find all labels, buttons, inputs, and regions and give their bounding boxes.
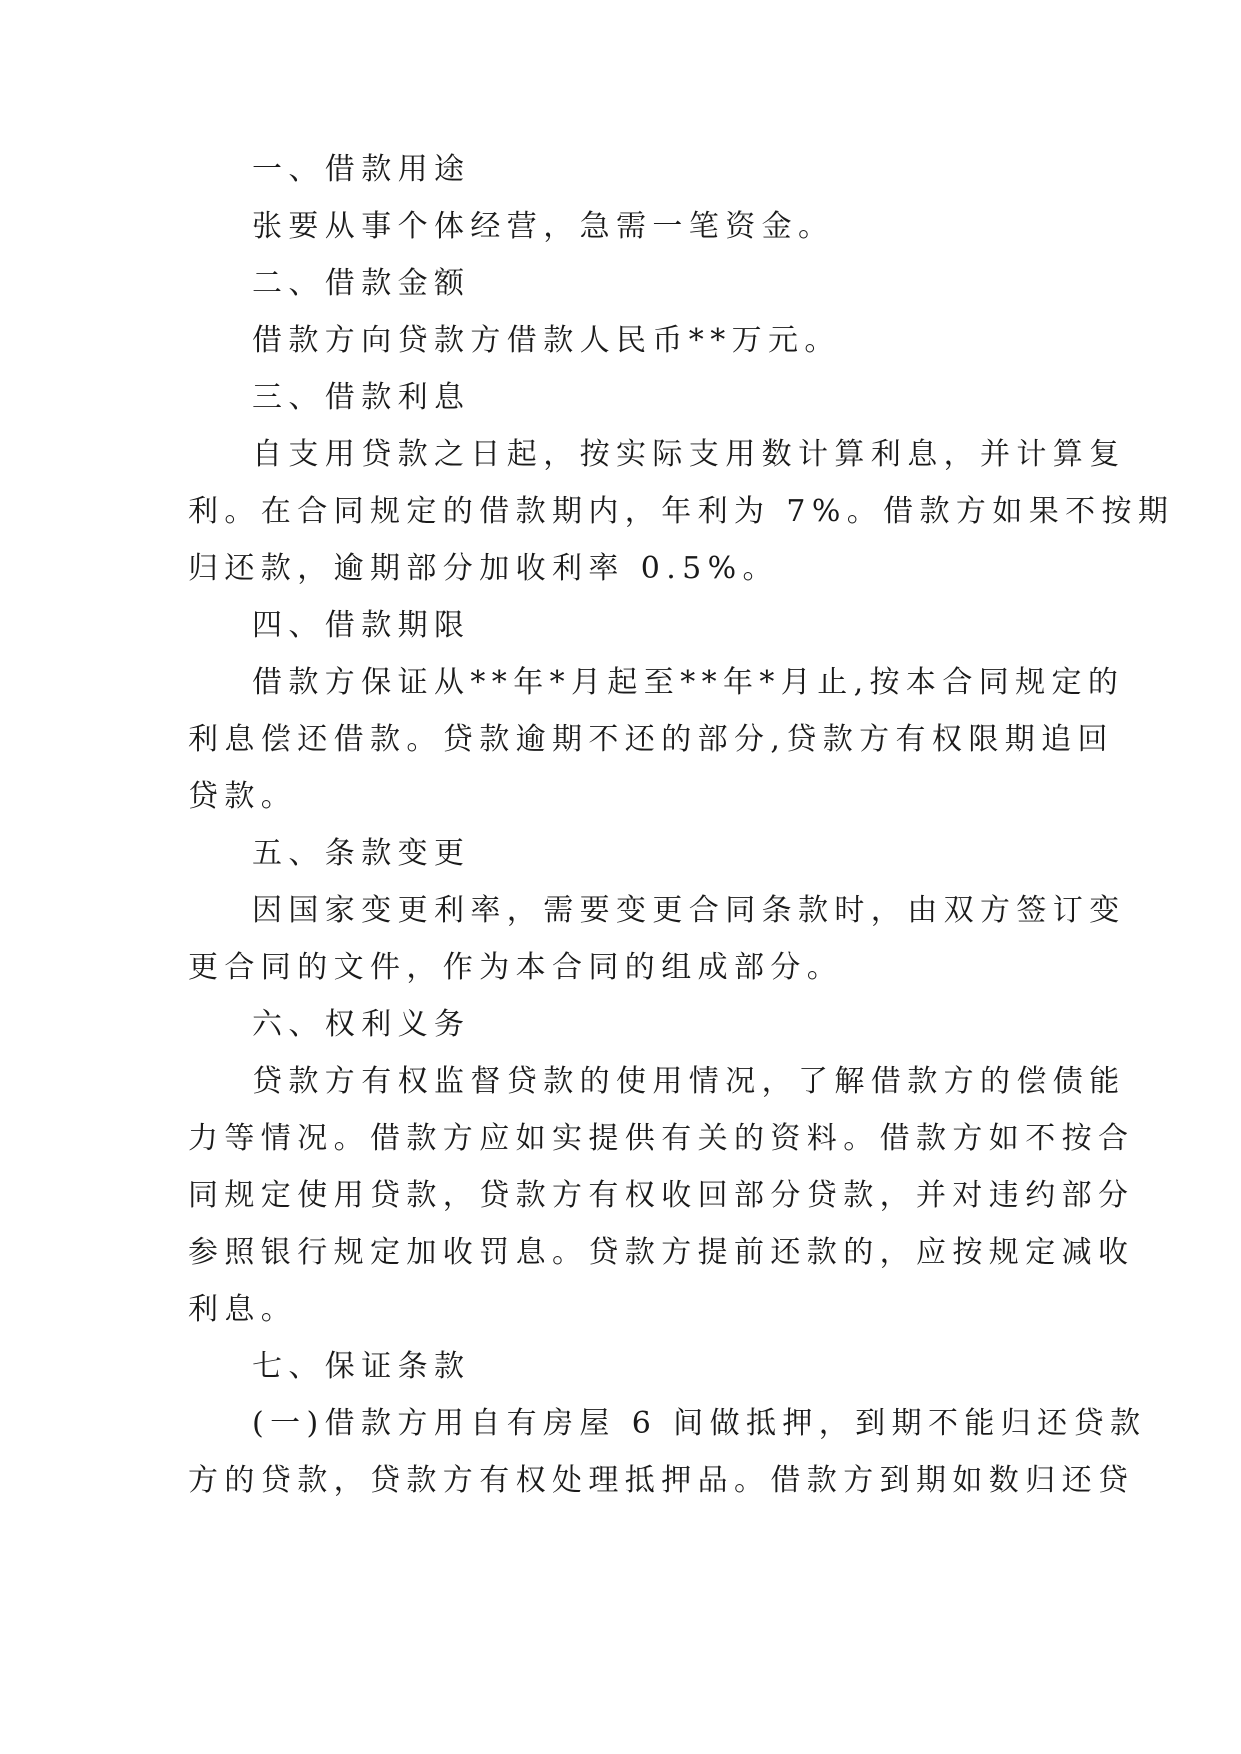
paragraph-line: 借款方向贷款方借款人民币**万元。 xyxy=(252,323,841,358)
heading-guarantee-clause: 七、保证条款 xyxy=(252,1349,471,1384)
paragraph-line: 归还款，逾期部分加收利率 0.5%。 xyxy=(188,551,779,586)
paragraph-line: 利息。 xyxy=(188,1292,298,1327)
paragraph-line: (一)借款方用自有房屋 6 间做抵押，到期不能归还贷款 xyxy=(252,1406,1147,1441)
paragraph-line: 贷款方有权监督贷款的使用情况，了解借款方的偿债能 xyxy=(252,1064,1126,1099)
heading-loan-purpose: 一、借款用途 xyxy=(252,152,471,187)
paragraph-line: 借款方保证从**年*月起至**年*月止,按本合同规定的 xyxy=(252,665,1125,700)
paragraph-line: 参照银行规定加收罚息。贷款方提前还款的，应按规定减收 xyxy=(188,1235,1135,1270)
heading-loan-term: 四、借款期限 xyxy=(252,608,471,643)
heading-loan-interest: 三、借款利息 xyxy=(252,380,471,415)
paragraph-line: 力等情况。借款方应如实提供有关的资料。借款方如不按合 xyxy=(188,1121,1135,1156)
heading-rights-obligations: 六、权利义务 xyxy=(252,1007,471,1042)
paragraph-line: 因国家变更利率，需要变更合同条款时，由双方签订变 xyxy=(252,893,1126,928)
paragraph-line: 利息偿还借款。贷款逾期不还的部分,贷款方有权限期追回 xyxy=(188,722,1114,757)
paragraph-line: 贷款。 xyxy=(188,779,298,814)
paragraph-line: 张要从事个体经营，急需一笔资金。 xyxy=(252,209,835,244)
paragraph-line: 自支用贷款之日起，按实际支用数计算利息，并计算复 xyxy=(252,437,1126,472)
heading-clause-change: 五、条款变更 xyxy=(252,836,471,871)
heading-loan-amount: 二、借款金额 xyxy=(252,266,471,301)
paragraph-line: 同规定使用贷款，贷款方有权收回部分贷款，并对违约部分 xyxy=(188,1178,1135,1213)
paragraph-line: 利。在合同规定的借款期内，年利为 7%。借款方如果不按期 xyxy=(188,494,1175,529)
paragraph-line: 方的贷款，贷款方有权处理抵押品。借款方到期如数归还贷 xyxy=(188,1463,1135,1498)
paragraph-line: 更合同的文件，作为本合同的组成部分。 xyxy=(188,950,844,985)
